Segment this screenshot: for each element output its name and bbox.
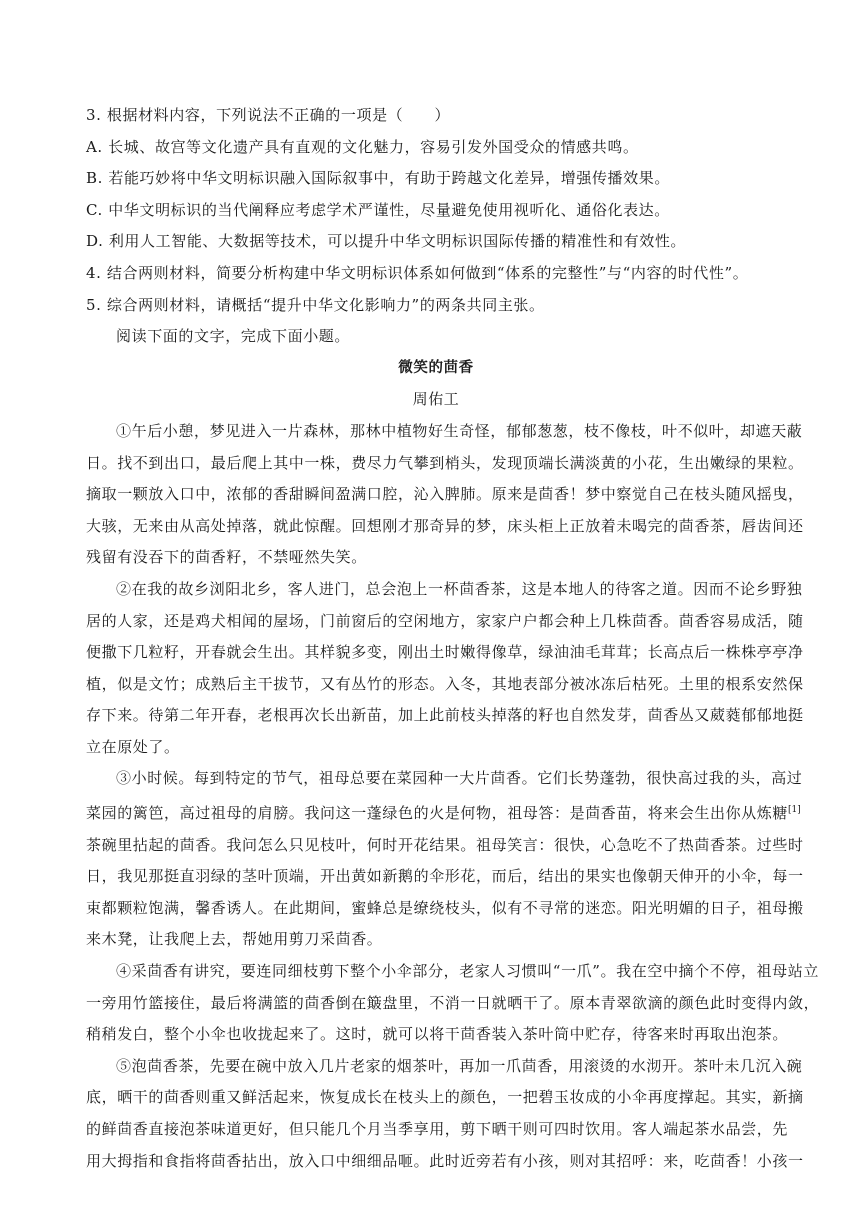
- paragraph-line: 大骇，无来由从高处掉落，就此惊醒。回想刚才那奇异的梦，床头柜上正放着未喝完的茴香茶，唇齿间还: [86, 516, 804, 535]
- paragraph-line: 用大拇指和食指将茴香拈出，放入口中细细品咂。此时近旁若有小孩，则对其招呼：来，吃茴香！小孩一: [86, 1151, 804, 1170]
- essay-author: 周佑工: [412, 390, 460, 409]
- paragraph-line: 的鲜茴香直接泡茶味道更好，但只能几个月当季享用，剪下晒干则可四时饮用。客人端起茶水品尝，先: [86, 1120, 789, 1138]
- paragraph-line: 存下来。待第二年开春，老根再次长出新苗，加上此前枝头掉落的籽也自然发芽，茴香丛又葳蕤郁郁地挺: [86, 706, 804, 725]
- essay-paragraph-5: [86, 1051, 804, 1177]
- paragraph-line: 茶碗里拈起的茴香。我问怎么只见枝叶，何时开花结果。祖母笑言：很快，心急吃不了热茴香茶。过些时: [86, 835, 804, 854]
- essay-paragraph-4: [86, 956, 820, 1051]
- paragraph-line: 束都颗粒饱满，馨香诱人。在此期间，蜜蜂总是缭绕枝头，似有不寻常的迷恋。阳光明媚的日子，祖母搬: [86, 898, 804, 917]
- essay-title: 微笑的茴香: [398, 359, 474, 376]
- footnote-marker: [1]: [788, 805, 801, 816]
- reading-instruction: 阅读下面的文字，完成下面小题。: [116, 327, 351, 346]
- question-3-option-a: A. 长城、故宫等文化遗产具有直观的文化魅力，容易引发外国受众的情感共鸣。: [86, 137, 639, 156]
- paragraph-line: 底，晒干的茴香则重又鲜活起来，恢复成长在枝头上的颜色，一把碧玉妆成的小伞再度撑起。其实，新摘: [86, 1088, 804, 1107]
- document-content: [86, 100, 820, 1177]
- paragraph-line-with-note: [86, 795, 801, 830]
- question-3-option-d: D. 利用人工智能、大数据等技术，可以提升中华文明标识国际传播的精准性和有效性。: [86, 232, 687, 251]
- paragraph-line: 一旁用竹篮接住，最后将满篮的茴香倒在簸盘里，不消一日就晒干了。原本青翠欲滴的颜色此时变得内敛，: [86, 993, 820, 1012]
- paragraph-line: 日。找不到出口，最后爬上其中一株，费尽力气攀到梢头，发现顶端长满淡黄的小花，生出嫩绿的果粒。: [86, 453, 804, 472]
- paragraph-line-text: 菜园的篱笆，高过祖母的肩膀。我问这一蓬绿色的火是何物，祖母答：是茴香苗，将来会生出你从炼糖: [86, 804, 789, 823]
- paragraph-line: 日，我见那挺直羽绿的茎叶顶端，开出黄如新鹅的伞形花，而后，结出的果实也像朝天伸开的小伞，每一: [86, 867, 804, 886]
- paragraph-line: ④采茴香有讲究，要连同细枝剪下整个小伞部分，老家人习惯叫“一爪”。我在空中摘个不停，祖母站立: [116, 962, 819, 981]
- paragraph-line: 残留有没吞下的茴香籽，不禁哑然失笑。: [86, 548, 367, 567]
- paragraph-line: 居的人家，还是鸡犬相闻的屋场，门前窗后的空闲地方，家家户户都会种上几株茴香。茴香容易成活，随: [86, 611, 804, 630]
- paragraph-line: 稍稍发白，整个小伞也收拢起来了。这时，就可以将干茴香装入茶叶筒中贮存，待客来时再取出泡茶。: [86, 1025, 789, 1044]
- paragraph-line: ⑤泡茴香茶，先要在碗中放入几片老家的烟茶叶，再加一爪茴香，用滚烫的水沏开。茶叶未几沉入碗: [116, 1056, 803, 1075]
- paragraph-line: ②在我的故乡浏阳北乡，客人进门，总会泡上一杯茴香茶，这是本地人的待客之道。因而不论乡野独: [116, 579, 803, 598]
- question-4: 4. 结合两则材料，简要分析构建中华文明标识体系如何做到“体系的完整性”与“内容的时代性”。: [86, 263, 749, 282]
- question-3-option-b: B. 若能巧妙将中华文明标识融入国际叙事中，有助于跨越文化差异，增强传播效果。: [86, 169, 670, 188]
- question-3-stem: 3. 根据材料内容，下列说法不正确的一项是（ ）: [86, 106, 451, 124]
- question-5: 5. 综合两则材料，请概括“提升中华文化影响力”的两条共同主张。: [86, 295, 545, 314]
- paragraph-line: 来木凳，让我爬上去，帮她用剪刀采茴香。: [86, 930, 383, 949]
- essay-paragraph-3: [86, 763, 804, 956]
- paragraph-line: 摘取一颗放入口中，浓郁的香甜瞬间盈满口腔，沁入脾肺。原来是茴香！梦中察觉自己在枝头随风摇曳，: [86, 485, 804, 504]
- essay-paragraph-1: [86, 416, 804, 574]
- paragraph-line: 植，似是文竹；成熟后主干拔节，又有丛竹的形态。入冬，其地表部分被冰冻后枯死。土里的根系安然保: [86, 674, 804, 693]
- paragraph-line: ①午后小憩，梦见进入一片森林，那林中植物好生奇怪，郁郁葱葱，枝不像枝，叶不似叶，却遮天蔽: [116, 421, 803, 440]
- paragraph-line: 立在原处了。: [86, 737, 180, 756]
- paragraph-line: 便撒下几粒籽，开春就会生出。其样貌多变，刚出土时嫩得像草，绿油油毛茸茸；长高点后一株株亭亭净: [86, 643, 804, 662]
- paragraph-line: ③小时候。每到特定的节气，祖母总要在菜园种一大片茴香。它们长势蓬勃，很快高过我的头，高过: [116, 769, 803, 788]
- question-3-option-c: C. 中华文明标识的当代阐释应考虑学术严谨性，尽量避免使用视听化、通俗化表达。: [86, 200, 670, 219]
- essay-paragraph-2: [86, 574, 804, 764]
